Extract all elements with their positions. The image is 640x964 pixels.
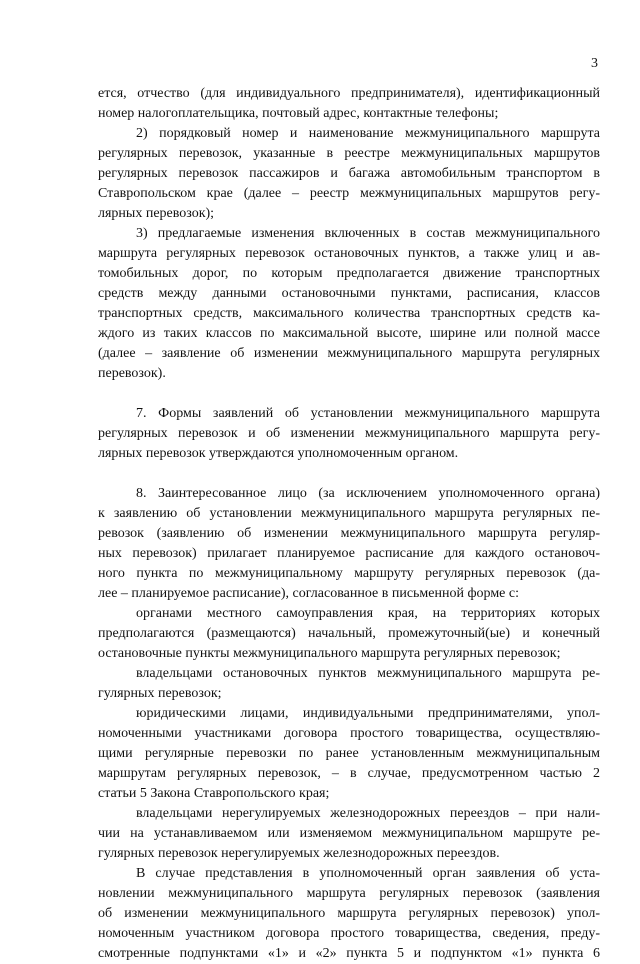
text-line: Ставропольском крае (далее – реестр межмуниципальных маршрутов регу- <box>98 186 600 201</box>
text-line: маршрута регулярных перевозок остановочных пунктов, а также улиц и ав- <box>98 246 600 261</box>
text-line: владельцами остановочных пунктов межмуниципального маршрута ре- <box>136 666 600 681</box>
text-line: регулярных перевозок и об изменении межмуниципального маршрута регу- <box>98 426 600 441</box>
text-line: номоченными участниками договора простого товарищества, осуществляю- <box>98 726 600 741</box>
text-line: перевозок). <box>98 366 166 381</box>
text-line: номер налогоплательщика, почтовый адрес, контактные телефоны; <box>98 106 499 121</box>
text-line: 7. Формы заявлений об установлении межмуниципального маршрута <box>136 406 600 421</box>
text-line: В случае представления в уполномоченный орган заявления об уста- <box>136 866 600 881</box>
text-line: средств между данными остановочными пунктами, расписания, классов <box>98 286 600 301</box>
text-line: остановочные пункты межмуниципального маршрута регулярных перевозок; <box>98 646 561 661</box>
text-line: новлении межмуниципального маршрута регулярных перевозок (заявления <box>98 886 600 901</box>
text-line: органами местного самоуправления края, на территориях которых <box>136 606 600 621</box>
text-line: ется, отчество (для индивидуального предпринимателя), идентификационный <box>98 86 600 101</box>
text-line: томобильных дорог, по которым предполагается движение транспортных <box>98 266 600 281</box>
text-line: лярных перевозок утверждаются уполномоченным органом. <box>98 446 459 461</box>
text-line: об изменении межмуниципального маршрута регулярных перевозок) упол- <box>98 906 600 921</box>
text-line: 3) предлагаемые изменения включенных в состав межмуниципального <box>136 226 600 241</box>
text-line: чии на устанавливаемом или изменяемом межмуниципальном маршруте ре- <box>98 826 600 841</box>
text-line: маршрутам регулярных перевозок, – в случае, предусмотренном частью 2 <box>98 766 600 781</box>
text-line: к заявлению об установлении межмуниципального маршрута регулярных пе- <box>98 506 600 521</box>
text-line: гулярных перевозок; <box>98 686 222 701</box>
text-line: щими регулярные перевозки по ранее установленным межмуниципальным <box>98 746 600 761</box>
page-number: 3 <box>591 56 598 71</box>
text-line: гулярных перевозок нерегулируемых железнодорожных переездов. <box>98 846 500 861</box>
text-line: 2) порядковый номер и наименование межмуниципального маршрута <box>136 126 600 141</box>
text-line: ждого из таких классов по максимальной высоте, ширине или полной массе <box>98 326 600 341</box>
text-line: юридическими лицами, индивидуальными предпринимателями, упол- <box>136 706 600 721</box>
text-line: ного пункта по межмуниципальному маршруту регулярных перевозок (да- <box>98 566 600 581</box>
text-line: смотренные подпунктами «1» и «2» пункта 5 и подпунктом «1» пункта 6 <box>98 946 600 961</box>
text-line: ревозок (заявлению об изменении межмуниципального маршрута регуляр- <box>98 526 600 541</box>
text-line: лярных перевозок); <box>98 206 215 221</box>
text-line: регулярных перевозок пассажиров и багажа автомобильным транспортом в <box>98 166 600 181</box>
text-line: лее – планируемое расписание), согласованное в письменной форме с: <box>98 586 519 601</box>
text-line: предполагаются (размещаются) начальный, промежуточный(ые) и конечный <box>98 626 600 641</box>
text-line: (далее – заявление об изменении межмуниципального маршрута регулярных <box>98 346 600 361</box>
text-line: статьи 5 Закона Ставропольского края; <box>98 786 330 801</box>
document-body <box>98 84 600 964</box>
text-line: номоченным участником договора простого товарищества, сведения, преду- <box>98 926 600 941</box>
text-line: транспортных средств, максимального количества транспортных средств ка- <box>98 306 600 321</box>
text-line: владельцами нерегулируемых железнодорожных переездов – при нали- <box>136 806 600 821</box>
text-line: ных перевозок) прилагает планируемое расписание для каждого остановоч- <box>98 546 600 561</box>
text-line: регулярных перевозок, указанные в реестре межмуниципальных маршрутов <box>98 146 600 161</box>
text-line: 8. Заинтересованное лицо (за исключением уполномоченного органа) <box>136 486 600 501</box>
